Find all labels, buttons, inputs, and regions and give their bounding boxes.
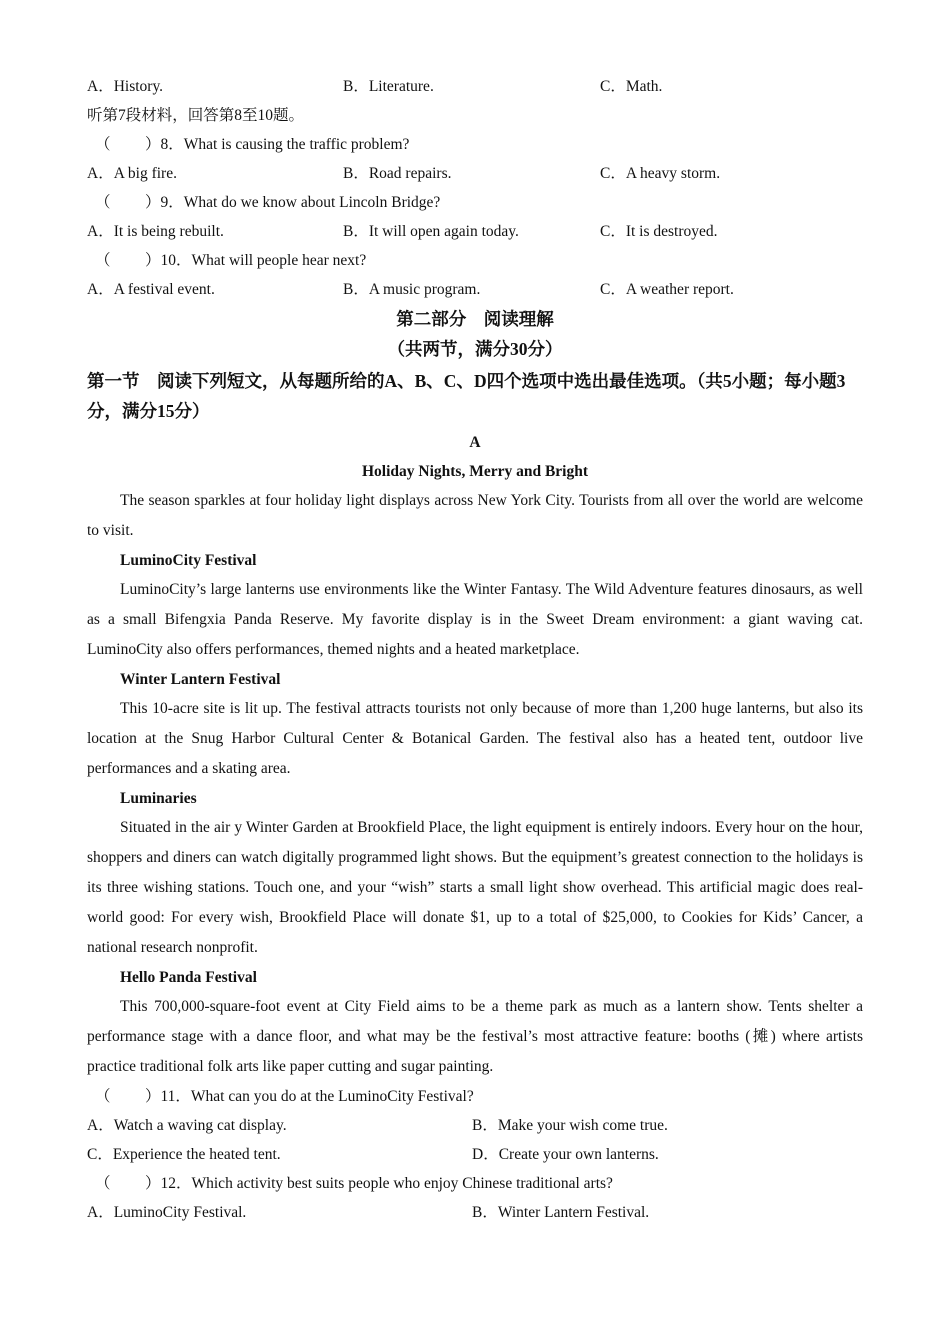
question-12 <box>87 1169 863 1198</box>
q9-option-c: C．It is destroyed. <box>600 223 718 240</box>
question-11-stem: ）11．What can you do at the LuminoCity Festival? <box>145 1088 474 1105</box>
answer-blank: （ <box>95 194 111 211</box>
q12-option-b: B．Winter Lantern Festival. <box>472 1204 650 1221</box>
q11-option-d: D．Create your own lanterns. <box>472 1146 659 1163</box>
q11-option-a: A．Watch a waving cat display. <box>87 1117 287 1134</box>
q12-option-a: A．LuminoCity Festival. <box>87 1204 247 1221</box>
q11-options-row-1 <box>87 1111 863 1140</box>
question-9-stem: ）9．What do we know about Lincoln Bridge? <box>145 194 441 211</box>
q11-option-b: B．Make your wish come true. <box>472 1117 668 1134</box>
q12-options-row-1 <box>87 1198 863 1227</box>
question-10-stem: ）10．What will people hear next? <box>145 252 367 269</box>
section-text-luminaries: Situated in the air y Winter Garden at Brookfield Place, the light equipment is entirely indoors. Every hour on the hour, shoppers and diners can watch digitally programmed light shows. But the equipment’s greatest connection to the holidays is its three wishing stations. Touch one, and your “wish” starts a small light show overhead. This artificial magic does real-world good: For every wish, Brookfield Place will donate $1, up to a total of $25,000, to Cookies for Kids’ Cancer, a national research nonprofit. <box>87 819 863 956</box>
section-heading-hello-panda: Hello Panda Festival <box>120 969 257 986</box>
answer-blank: （ <box>95 136 111 153</box>
q11-options-row-2 <box>87 1140 863 1169</box>
q7-option-b: B．Literature. <box>343 78 434 95</box>
q9-options-row <box>87 217 863 246</box>
q10-options-row <box>87 275 863 304</box>
q10-option-b: B．A music program. <box>343 281 481 298</box>
section-text-hello-panda: This 700,000-square-foot event at City Field aims to be a theme park as much as a lantern show. Tents shelter a performance stage with a dance floor, and what may be the festival’s most attractive feature: booths (摊) where artists practice traditional folk arts like paper cutting and sugar painting. <box>87 998 863 1075</box>
exam-page <box>87 72 863 1227</box>
q9-option-a: A．It is being rebuilt. <box>87 223 224 240</box>
section-text-luminocity: LuminoCity’s large lanterns use environments like the Winter Fantasy. The Wild Adventure features dinosaurs, as well as a small Bifengxia Panda Reserve. My favorite display is in the Sweet Dream environment: a giant waving cat. LuminoCity also offers performances, themed nights and a heated marketplace. <box>87 581 863 658</box>
q8-options-row <box>87 159 863 188</box>
answer-blank: （ <box>95 252 111 269</box>
answer-blank: （ <box>95 1088 111 1105</box>
question-8-stem: ）8．What is causing the traffic problem? <box>145 136 410 153</box>
passage-label: A <box>469 434 481 451</box>
section-heading-winter-lantern: Winter Lantern Festival <box>120 671 281 688</box>
part2-subtitle: （共两节，满分30分） <box>387 339 563 359</box>
section-text-winter-lantern: This 10-acre site is lit up. The festival attracts tourists not only because of more than 1,200 huge lanterns, but also its location at the Snug Harbor Cultural Center & Botanical Garden. The festival also has a heated tent, outdoor live performances and a skating area. <box>87 700 863 777</box>
question-11 <box>87 1082 863 1111</box>
section1-heading: 第一节 阅读下列短文，从每题所给的A、B、C、D四个选项中选出最佳选项。（共5小题；每小题3分，满分15分） <box>87 371 846 421</box>
q10-option-c: C．A weather report. <box>600 281 734 298</box>
q7-option-a: A．History. <box>87 78 164 95</box>
part2-title: 第二部分 阅读理解 <box>396 309 554 329</box>
question-8 <box>87 130 863 159</box>
passage-title: Holiday Nights, Merry and Bright <box>361 463 589 480</box>
section-heading-luminaries: Luminaries <box>120 790 197 807</box>
q8-option-a: A．A big fire. <box>87 165 177 182</box>
passage-intro: The season sparkles at four holiday light displays across New York City. Tourists from all over the world are welcome to visit. <box>87 492 863 539</box>
q8-option-b: B．Road repairs. <box>343 165 452 182</box>
question-9 <box>87 188 863 217</box>
q8-option-c: C．A heavy storm. <box>600 165 721 182</box>
q7-options-row <box>87 72 863 101</box>
q9-option-b: B．It will open again today. <box>343 223 519 240</box>
q7-option-c: C．Math. <box>600 78 663 95</box>
listening-instruction: 听第7段材料，回答第8至10题。 <box>87 107 305 124</box>
q11-option-c: C．Experience the heated tent. <box>87 1146 281 1163</box>
q10-option-a: A．A festival event. <box>87 281 215 298</box>
question-12-stem: ）12．Which activity best suits people who enjoy Chinese traditional arts? <box>145 1175 613 1192</box>
question-10 <box>87 246 863 275</box>
answer-blank: （ <box>95 1175 111 1192</box>
section-heading-luminocity: LuminoCity Festival <box>120 552 257 569</box>
